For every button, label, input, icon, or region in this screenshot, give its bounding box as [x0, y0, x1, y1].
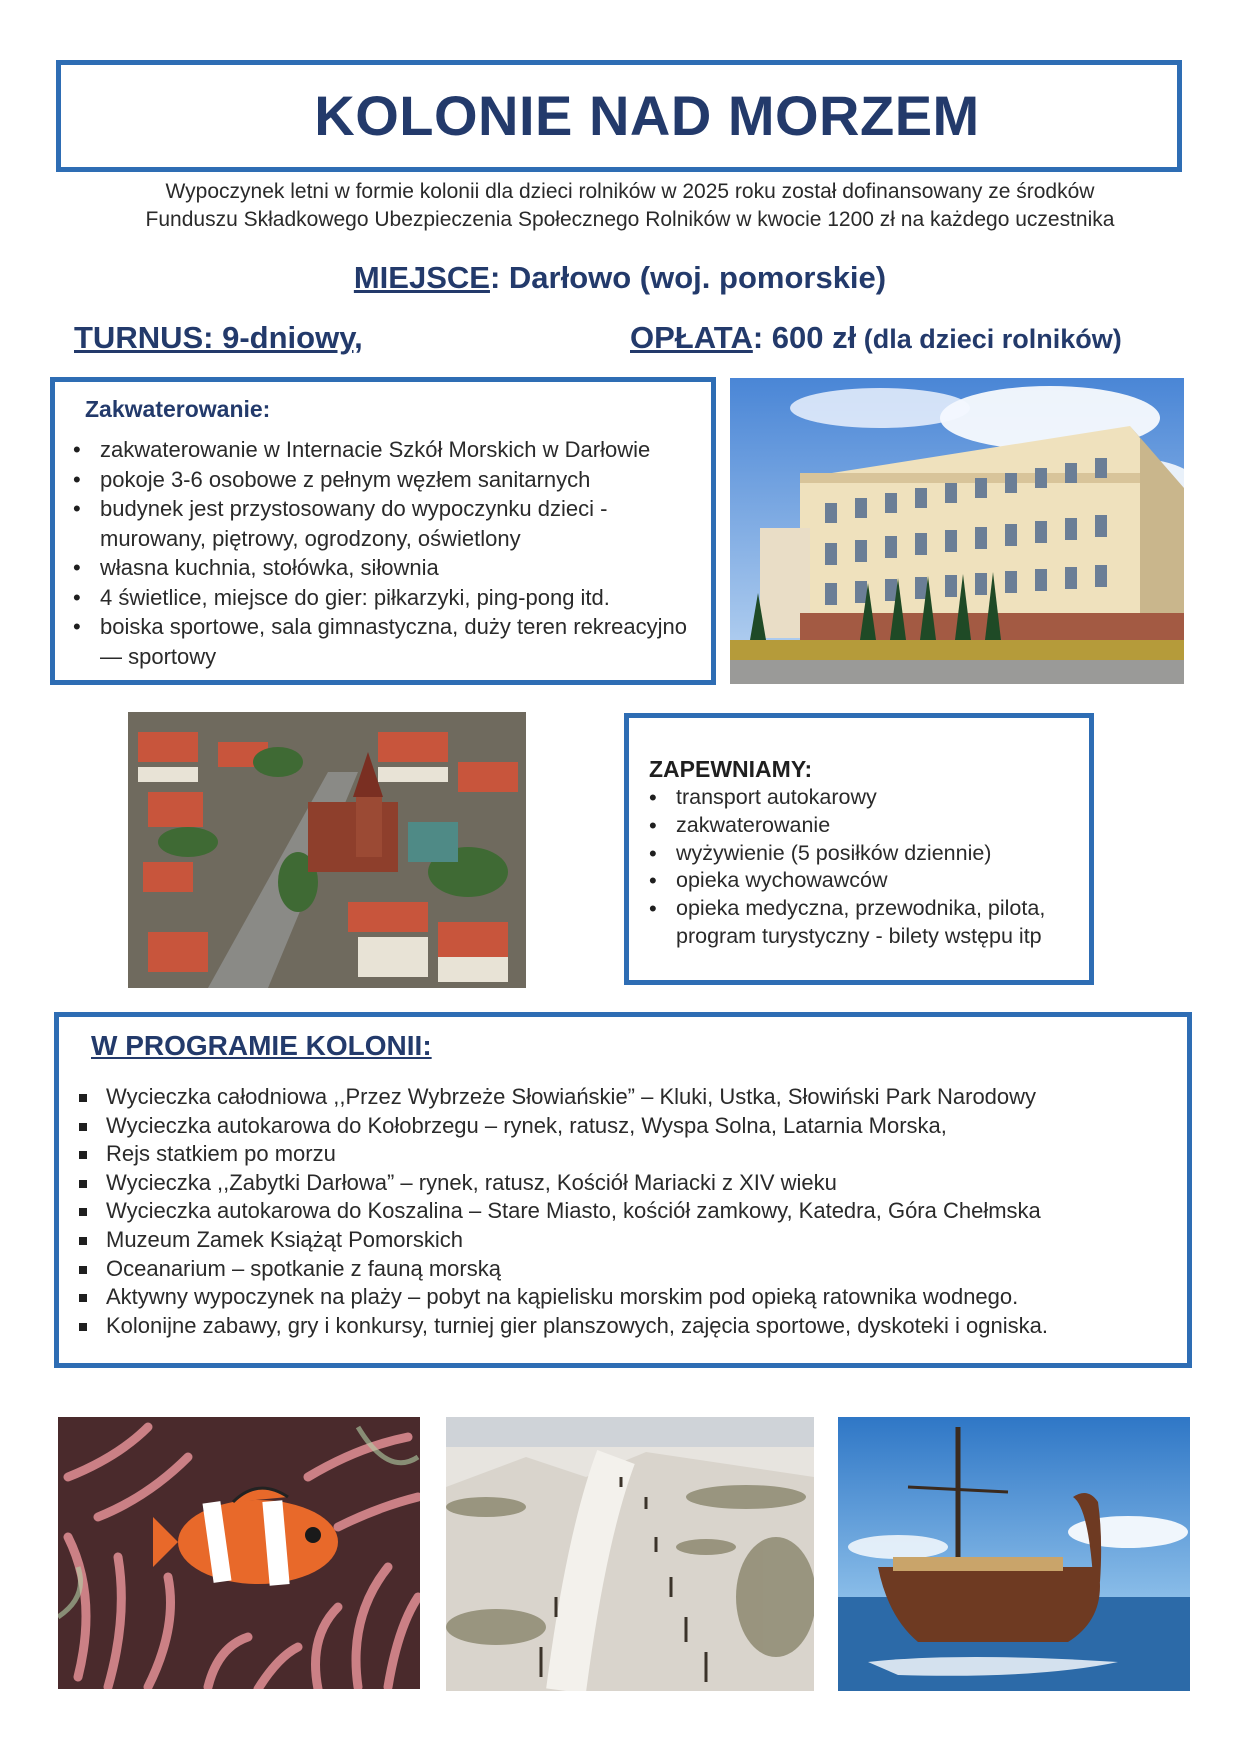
list-item: • budynek jest przystosowany do wypoczynku dzieci - murowany, piętrowy, ogrodzony, oświetlony — [100, 494, 690, 553]
list-item: • opieka medyczna, przewodnika, pilota, program turystyczny - bilety wstępu itp — [676, 895, 1096, 951]
list-item: Rejs statkiem po morzu — [106, 1140, 1176, 1169]
provided-list — [676, 784, 1096, 951]
list-item: • opieka wychowawców — [676, 867, 1096, 895]
program-title: W PROGRAMIE KOLONII: — [91, 1030, 432, 1061]
list-item: Wycieczka autokarowa do Kołobrzegu – rynek, ratusz, Wyspa Solna, Latarnia Morska, — [106, 1112, 1176, 1141]
intro-text — [60, 178, 1200, 234]
list-item: • 4 świetlice, miejsce do gier: piłkarzyki, ping-pong itd. — [100, 583, 690, 613]
page-title: KOLONIE NAD MORZEM — [314, 84, 980, 147]
turnus-line: TURNUS: 9-dniowy, — [74, 320, 363, 355]
provided-title: ZAPEWNIAMY: — [649, 756, 813, 782]
list-item: Oceanarium – spotkanie z fauną morską — [106, 1255, 1176, 1284]
dunes-photo — [446, 1417, 814, 1691]
list-item: Aktywny wypoczynek na plaży – pobyt na kąpielisku morskim pod opieką ratownika wodnego. — [106, 1283, 1176, 1312]
viking-ship-photo — [838, 1417, 1190, 1691]
list-item: Kolonijne zabawy, gry i konkursy, turniej gier planszowych, zajęcia sportowe, dyskoteki i ogniska. — [106, 1312, 1176, 1341]
fee-line — [630, 320, 1122, 356]
list-item: • zakwaterowanie w Internacie Szkół Morskich w Darłowie — [100, 435, 690, 465]
building-photo — [730, 378, 1184, 684]
list-item: • zakwaterowanie — [676, 812, 1096, 840]
program-list — [106, 1083, 1176, 1340]
list-item: • pokoje 3-6 osobowe z pełnym węzłem sanitarnych — [100, 465, 690, 495]
list-item: Wycieczka autokarowa do Koszalina – Stare Miasto, kościół zamkowy, Katedra, Góra Chełmska — [106, 1197, 1176, 1226]
intro-line-2: Funduszu Składkowego Ubezpieczenia Społecznego Rolników w kwocie 1200 zł na każdego uczestnika — [145, 208, 1115, 231]
program-box — [54, 1012, 1192, 1368]
fee-label: OPŁATA — [630, 320, 753, 355]
aerial-town-photo — [128, 712, 526, 988]
clownfish-photo — [58, 1417, 420, 1689]
fee-amount: : 600 zł — [752, 320, 857, 355]
provided-box — [624, 713, 1094, 985]
accommodation-list — [100, 435, 690, 671]
list-item: • boiska sportowe, sala gimnastyczna, duży teren rekreacyjno — sportowy — [100, 612, 690, 671]
place-value: : Darłowo (woj. pomorskie) — [489, 260, 887, 295]
list-item: • transport autokarowy — [676, 784, 1096, 812]
accommodation-title: Zakwaterowanie: — [85, 396, 271, 422]
place-line — [0, 260, 1240, 296]
list-item: Wycieczka ,,Zabytki Darłowa” – rynek, ratusz, Kościół Mariacki z XIV wieku — [106, 1169, 1176, 1198]
fee-note: (dla dzieci rolników) — [856, 324, 1122, 354]
list-item: • wyżywienie (5 posiłków dziennie) — [676, 840, 1096, 868]
title-box — [56, 60, 1182, 172]
accommodation-box — [50, 377, 716, 685]
list-item: • własna kuchnia, stołówka, siłownia — [100, 553, 690, 583]
list-item: Wycieczka całodniowa ,,Przez Wybrzeże Słowiańskie” – Kluki, Ustka, Słowiński Park Narodowy — [106, 1083, 1176, 1112]
intro-line-1: Wypoczynek letni w formie kolonii dla dzieci rolników w 2025 roku został dofinansowany ze środków — [165, 180, 1095, 203]
place-label: MIEJSCE — [353, 260, 490, 295]
list-item: Muzeum Zamek Książąt Pomorskich — [106, 1226, 1176, 1255]
